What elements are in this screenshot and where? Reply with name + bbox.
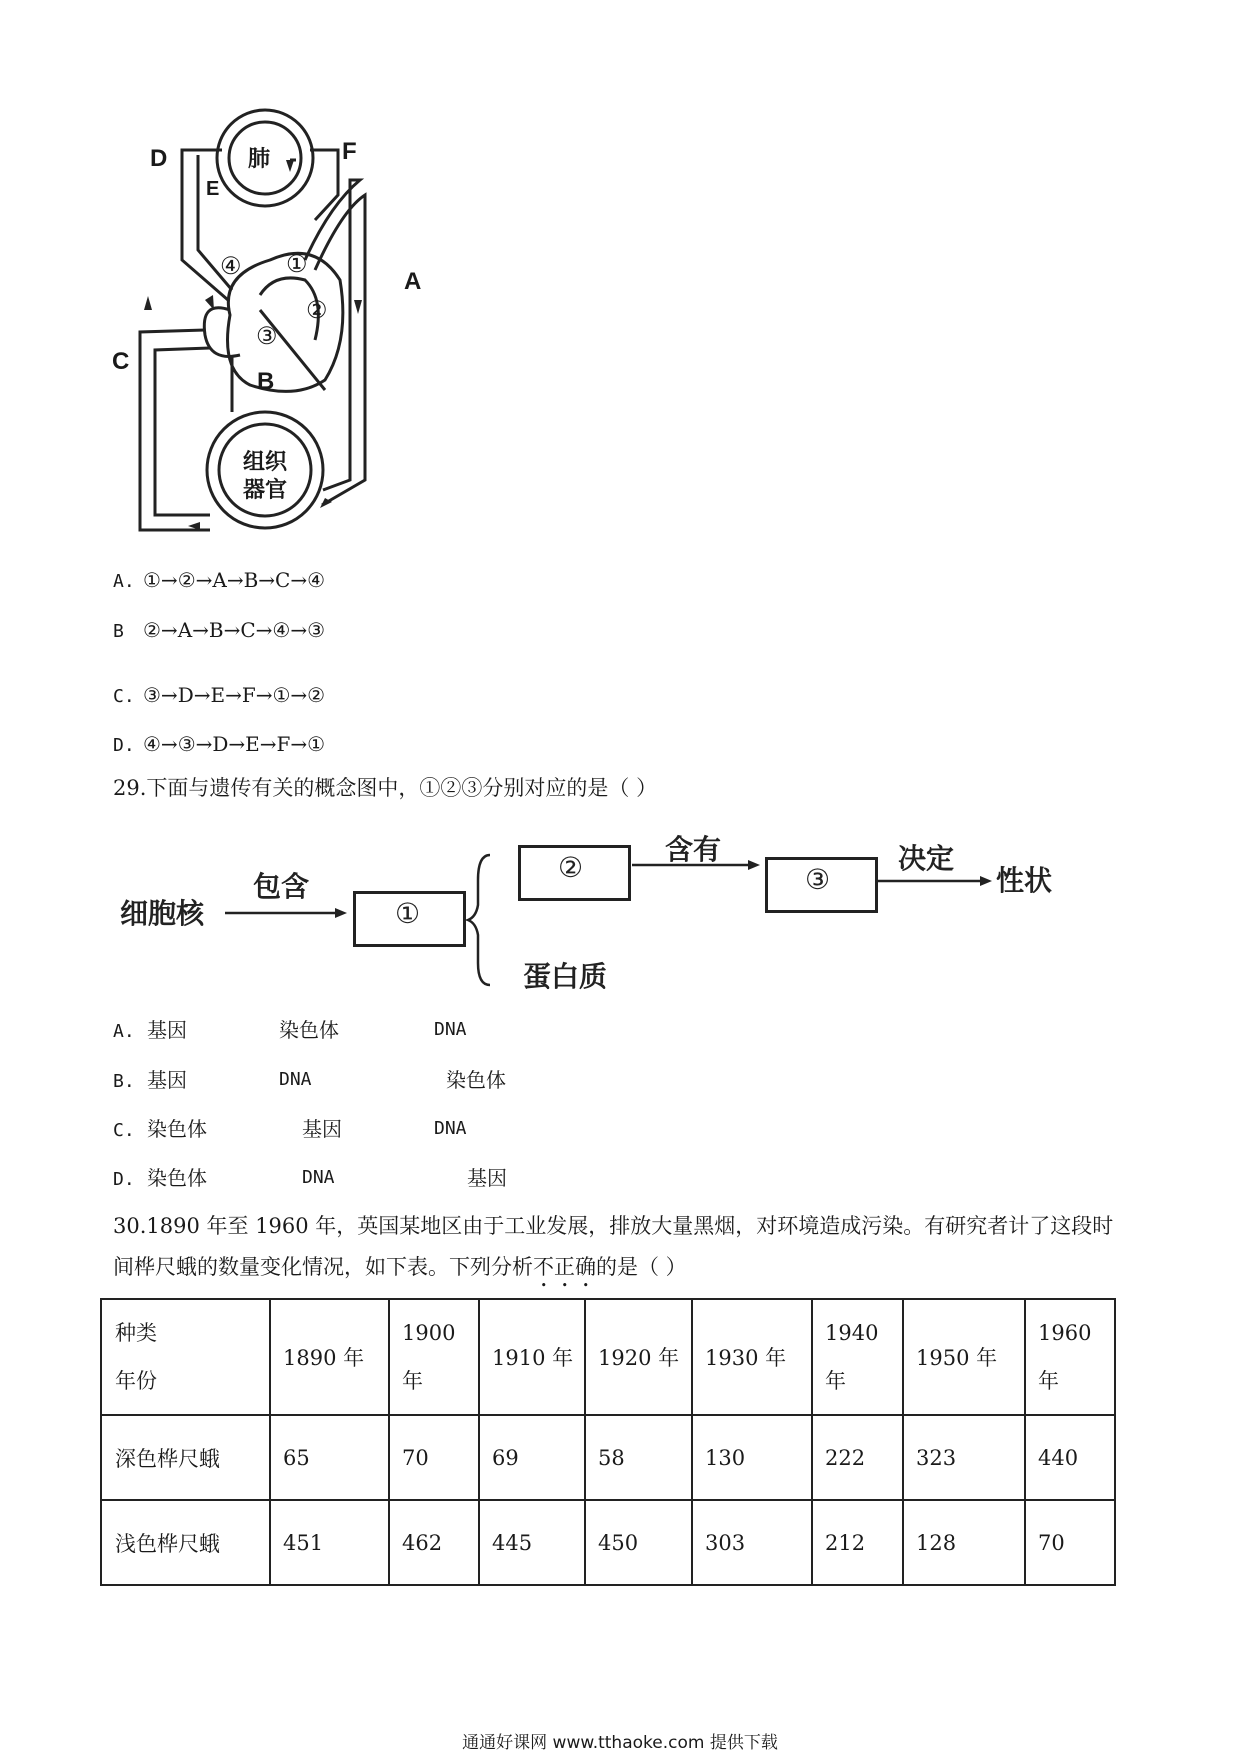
table-header-cell: 1960 年 — [1025, 1299, 1115, 1415]
table-header-cell: 1900 年 — [389, 1299, 479, 1415]
table-cell: 303 — [692, 1500, 812, 1585]
table-header-cell: 1890 年 — [270, 1299, 389, 1415]
option-text: ④→③→D→E→F→① — [143, 732, 326, 756]
concept-diagram — [110, 825, 1070, 1005]
concept-arrow3-label: 决定 — [898, 842, 955, 875]
table-header-cell: 1920 年 — [585, 1299, 692, 1415]
q28-option-d — [113, 732, 325, 758]
table-cell: 222 — [812, 1415, 903, 1500]
option-col2: 染色体 — [279, 1018, 339, 1042]
option-col3: 基因 — [467, 1166, 507, 1190]
table-cell: 58 — [585, 1415, 692, 1500]
label-D: D — [150, 145, 168, 172]
page-footer: 通通好课网 www.tthaoke.com 提供下载 — [462, 1733, 778, 1753]
label-A: A — [404, 268, 422, 295]
corner-line2: 年份 — [115, 1369, 157, 1393]
table-cell: 212 — [812, 1500, 903, 1585]
concept-start: 细胞核 — [120, 897, 205, 930]
option-col1: 基因 — [147, 1068, 187, 1092]
option-col3: DNA — [434, 1019, 467, 1040]
concept-box1-label: ① — [395, 897, 421, 930]
q28-option-c — [113, 683, 325, 709]
concept-end: 性状 — [996, 864, 1053, 897]
q29-option-a — [113, 1018, 467, 1044]
table-corner-cell — [101, 1299, 270, 1415]
option-col1: 染色体 — [147, 1166, 207, 1190]
option-col2: 基因 — [302, 1117, 342, 1141]
chamber-1: ① — [286, 250, 308, 278]
concept-arrow1-label: 包含 — [253, 870, 310, 903]
stem-pre: 间桦尺蛾的数量变化情况，如下表。下列分析 — [113, 1255, 533, 1279]
table-cell: 70 — [1025, 1500, 1115, 1585]
table-header-cell: 1930 年 — [692, 1299, 812, 1415]
q30-stem-line2 — [113, 1253, 687, 1292]
option-text: ③→D→E→F→①→② — [143, 683, 326, 707]
table-cell: 128 — [903, 1500, 1025, 1585]
label-B: B — [257, 368, 275, 395]
option-col2: DNA — [302, 1167, 335, 1188]
option-tag: A. — [113, 571, 135, 592]
option-tag: D. — [113, 1169, 135, 1190]
option-text: ②→A→B→C→④→③ — [143, 618, 326, 642]
q30-stem-line1: 30.1890 年至 1960 年，英国某地区由于工业发展，排放大量黑烟，对环境造成污染。有研究者计了这段时 — [113, 1214, 1114, 1238]
option-tag: C. — [113, 1120, 135, 1141]
corner-line1: 种类 — [115, 1321, 157, 1345]
option-col3: DNA — [434, 1118, 467, 1139]
label-C: C — [112, 348, 130, 375]
table-cell: 323 — [903, 1415, 1025, 1500]
table-cell: 462 — [389, 1500, 479, 1585]
option-text: ①→②→A→B→C→④ — [143, 568, 326, 592]
lung-label: 肺 — [248, 147, 271, 172]
option-tag: B. — [113, 1071, 135, 1092]
table-header-cell: 1940 年 — [812, 1299, 903, 1415]
option-tag: B — [113, 621, 124, 642]
table-cell: 445 — [479, 1500, 585, 1585]
table-row — [101, 1500, 1115, 1585]
stem-post: 的是（ ） — [596, 1255, 687, 1279]
concept-branch-protein: 蛋白质 — [523, 960, 608, 993]
q29-option-d — [113, 1166, 507, 1192]
option-col1: 染色体 — [147, 1117, 207, 1141]
row-name: 深色桦尺蛾 — [101, 1415, 270, 1500]
row-name: 浅色桦尺蛾 — [101, 1500, 270, 1585]
option-col3: 染色体 — [446, 1068, 506, 1092]
moth-table — [100, 1298, 1116, 1586]
concept-box3-label: ③ — [805, 863, 831, 896]
circulation-diagram — [110, 100, 450, 540]
stem-emphasis: 不正确 — [533, 1255, 596, 1279]
table-row — [101, 1415, 1115, 1500]
q29-stem: 29.下面与遗传有关的概念图中，①②③分别对应的是（ ） — [113, 776, 658, 800]
option-col1: 基因 — [147, 1018, 187, 1042]
q28-option-a — [113, 568, 325, 594]
chamber-2: ② — [306, 296, 328, 324]
table-header-cell: 1950 年 — [903, 1299, 1025, 1415]
table-cell: 69 — [479, 1415, 585, 1500]
table-cell: 451 — [270, 1500, 389, 1585]
option-tag: A. — [113, 1021, 135, 1042]
label-F: F — [342, 138, 357, 165]
q29-option-b — [113, 1068, 506, 1094]
q29-option-c — [113, 1117, 467, 1143]
table-header-cell: 1910 年 — [479, 1299, 585, 1415]
concept-box2-label: ② — [558, 851, 584, 884]
table-cell: 440 — [1025, 1415, 1115, 1500]
tissue-label-line2: 器官 — [243, 478, 288, 503]
tissue-label-line1: 组织 — [243, 450, 288, 475]
option-tag: C. — [113, 686, 135, 707]
option-tag: D. — [113, 735, 135, 756]
table-cell: 130 — [692, 1415, 812, 1500]
q28-option-b — [113, 618, 325, 644]
label-E: E — [206, 178, 220, 200]
chamber-3: ③ — [256, 322, 278, 350]
table-header-row — [101, 1299, 1115, 1415]
table-cell: 65 — [270, 1415, 389, 1500]
chamber-4: ④ — [220, 252, 242, 280]
table-cell: 450 — [585, 1500, 692, 1585]
table-cell: 70 — [389, 1415, 479, 1500]
concept-arrow2-label: 含有 — [665, 833, 722, 866]
option-col2: DNA — [279, 1069, 312, 1090]
